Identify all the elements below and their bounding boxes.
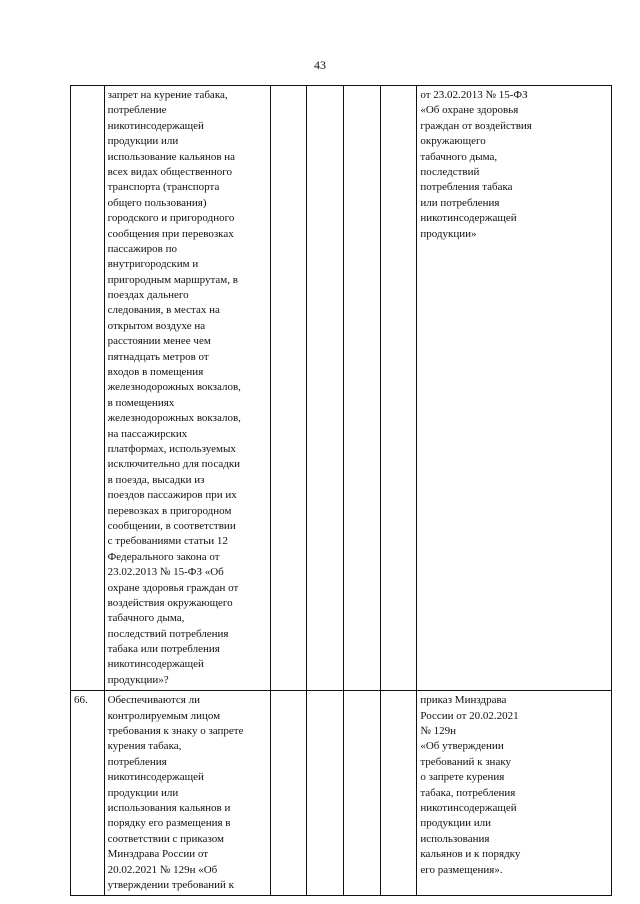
question-cell bbox=[104, 691, 270, 896]
legal-basis-text: от 23.02.2013 № 15-ФЗ «Об охране здоровья граждан от воздействия окружающего табачного дыма, последствий потребления табака или потребления никотинсодержащей продукции» bbox=[420, 89, 532, 240]
answer-yes-cell bbox=[270, 86, 307, 691]
answer-yes-cell bbox=[270, 691, 307, 896]
page-number: 43 bbox=[314, 58, 326, 72]
row-number-cell bbox=[71, 86, 105, 691]
question-cell bbox=[104, 86, 270, 691]
table-row bbox=[71, 691, 612, 896]
table-row bbox=[71, 86, 612, 691]
comment-cell bbox=[380, 691, 417, 896]
row-number-cell: 66. bbox=[71, 691, 105, 896]
answer-no-cell bbox=[307, 86, 344, 691]
question-text: Обеспечиваются ли контролируемым лицом требования к знаку о запрете курения табака, потребления никотинсодержащей продукции или использования кальянов и порядку его размещения в соответствии с приказом Минздрава России от 20.02.2021 № 129н «Об утверждении требований к bbox=[107, 694, 244, 891]
legal-basis-cell bbox=[417, 86, 612, 691]
question-text: запрет на курение табака, потребление никотинсодержащей продукции или использование кальянов на всех видах общественного транспорта (транспорта общего пользования) городского и пригородного сообщения при перевозках пассажиров по внутригородским и пригородным маршрутам, в поездах дальнего следования, в местах на открытом воздухе на расстоянии менее чем пятнадцать метров от входов в помещения железнодорожных вокзалов, в помещениях железнодорожных вокзалов, на пассажирских платформах, используемых исключительно для посадки в поезда, высадки из поездов пассажиров при их перевозках в пригородном сообщении, в соответствии с требованиями статьи 12 Федерального закона от 23.02.2013 № 15-ФЗ «Об охране здоровья граждан от воздействия окружающего табачного дыма, последствий потребления табака или потребления никотинсодержащей продукции»? bbox=[107, 89, 241, 686]
answer-na-cell bbox=[344, 691, 381, 896]
legal-basis-text: приказ Минздрава России от 20.02.2021 № 129н «Об утверждении требований к знаку о запрете курения табака, потребления никотинсодержащей продукции или использования кальянов и к порядку его размещения». bbox=[420, 694, 521, 876]
comment-cell bbox=[380, 86, 417, 691]
answer-no-cell bbox=[307, 691, 344, 896]
requirements-table bbox=[70, 85, 612, 896]
legal-basis-cell bbox=[417, 691, 612, 896]
answer-na-cell bbox=[344, 86, 381, 691]
